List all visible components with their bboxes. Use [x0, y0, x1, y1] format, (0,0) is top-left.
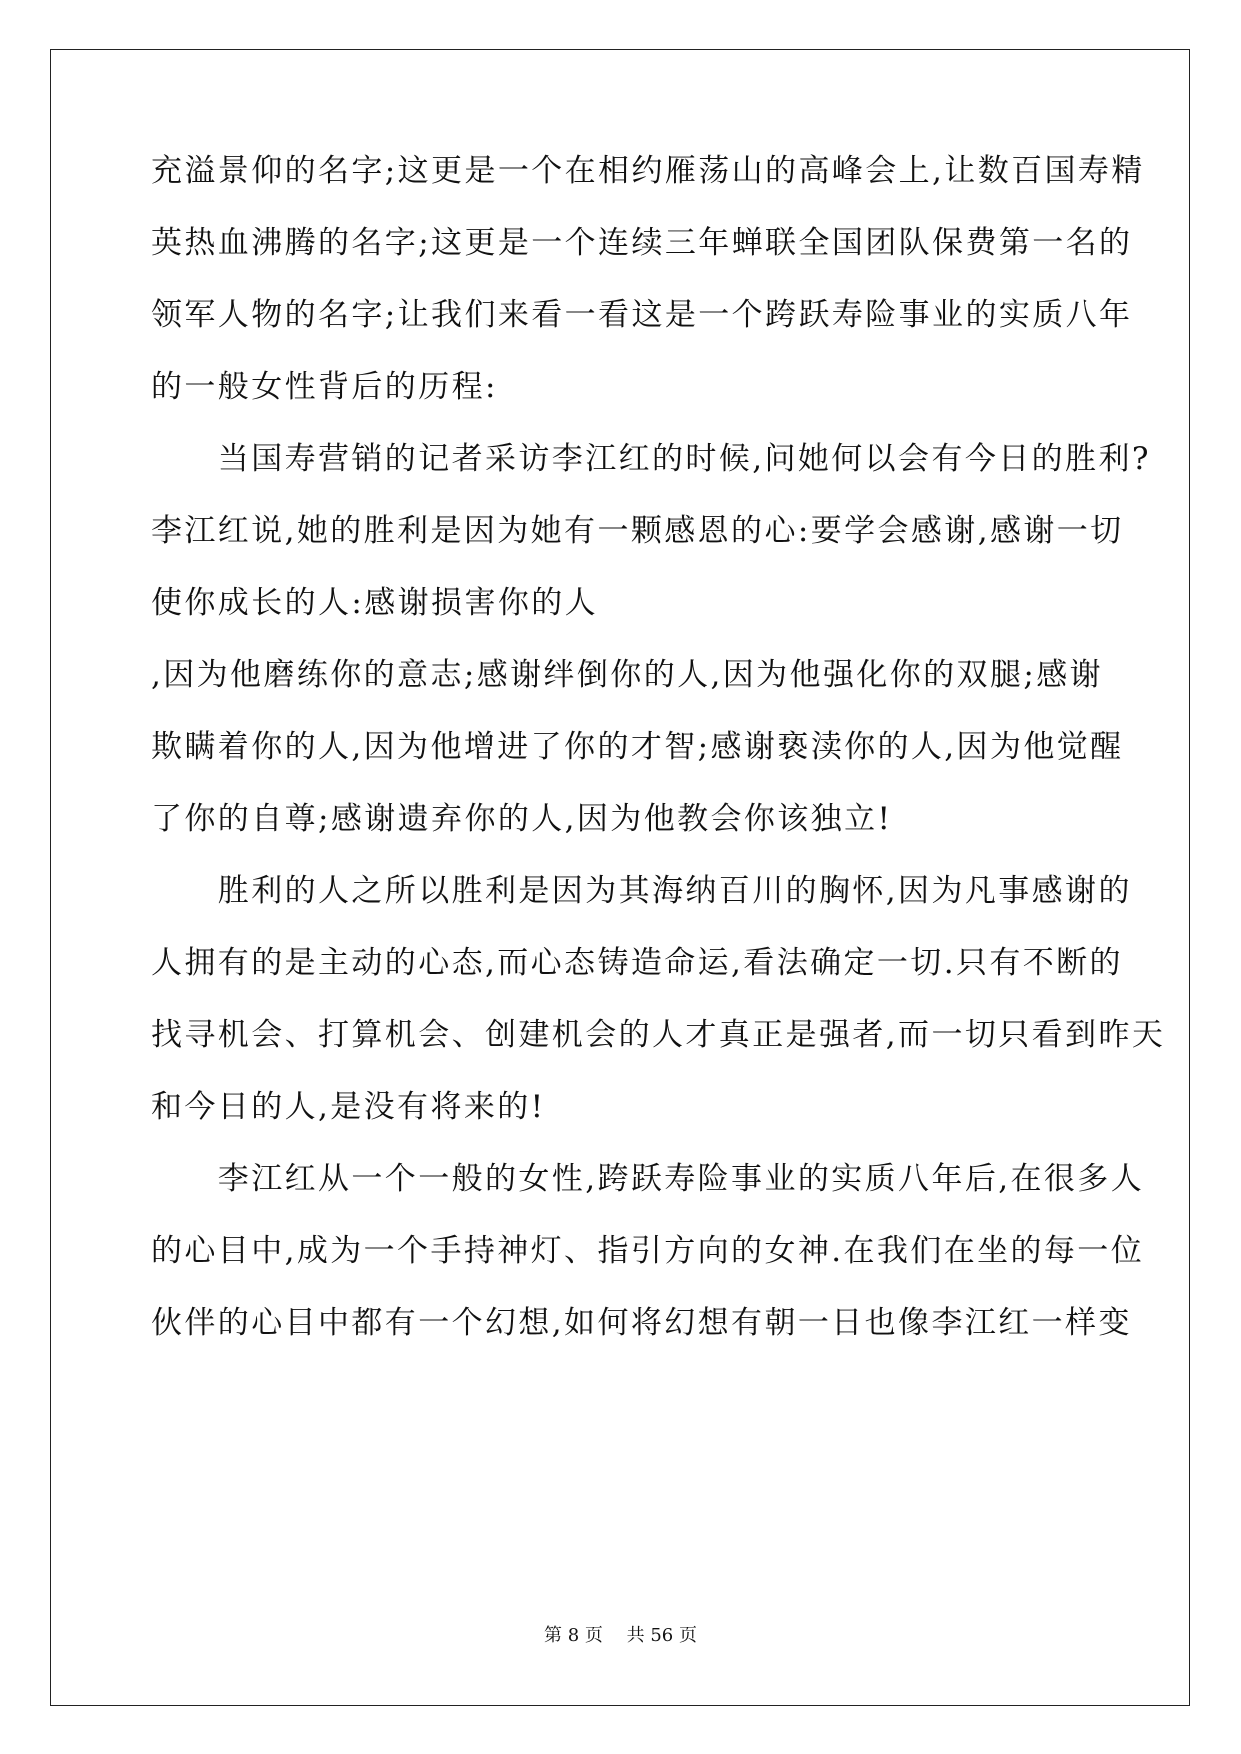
text-line: 充溢景仰的名字;这更是一个在相约雁荡山的高峰会上,让数百国寿精 — [151, 153, 1145, 189]
page-number-footer: 第 8 页 共 56 页 — [544, 1625, 697, 1646]
text-line: 和今日的人,是没有将来的! — [151, 1089, 546, 1125]
text-line: 欺瞒着你的人,因为他增进了你的才智;感谢亵渎你的人,因为他觉醒 — [151, 729, 1124, 765]
text-line: 的心目中,成为一个手持神灯、指引方向的女神.在我们在坐的每一位 — [151, 1233, 1145, 1269]
text-line: 使你成长的人:感谢损害你的人 — [151, 585, 599, 621]
text-line: 了你的自尊;感谢遗弃你的人,因为他教会你该独立! — [151, 801, 893, 837]
text-line: 领军人物的名字;让我们来看一看这是一个跨跃寿险事业的实质八年 — [151, 297, 1133, 333]
paragraph-start-line: 胜利的人之所以胜利是因为其海纳百川的胸怀,因为凡事感谢的 — [151, 873, 1132, 909]
text-line: 李江红说,她的胜利是因为她有一颗感恩的心:要学会感谢,感谢一切 — [151, 513, 1124, 549]
text-line: 伙伴的心目中都有一个幻想,如何将幻想有朝一日也像李江红一样变 — [151, 1305, 1132, 1341]
text-line: 人拥有的是主动的心态,而心态铸造命运,看法确定一切.只有不断的 — [151, 945, 1123, 981]
paragraph-start-line: 当国寿营销的记者采访李江红的时候,问她何以会有今日的胜利? — [151, 441, 1151, 477]
text-line: 找寻机会、打算机会、创建机会的人才真正是强者,而一切只看到昨天 — [151, 1017, 1166, 1053]
paragraph-start-line: 李江红从一个一般的女性,跨跃寿险事业的实质八年后,在很多人 — [151, 1161, 1145, 1197]
text-line: 的一般女性背后的历程: — [151, 369, 498, 405]
text-line: 英热血沸腾的名字;这更是一个连续三年蝉联全国团队保费第一名的 — [151, 225, 1133, 261]
text-line: ,因为他磨练你的意志;感谢绊倒你的人,因为他强化你的双腿;感谢 — [151, 657, 1103, 693]
